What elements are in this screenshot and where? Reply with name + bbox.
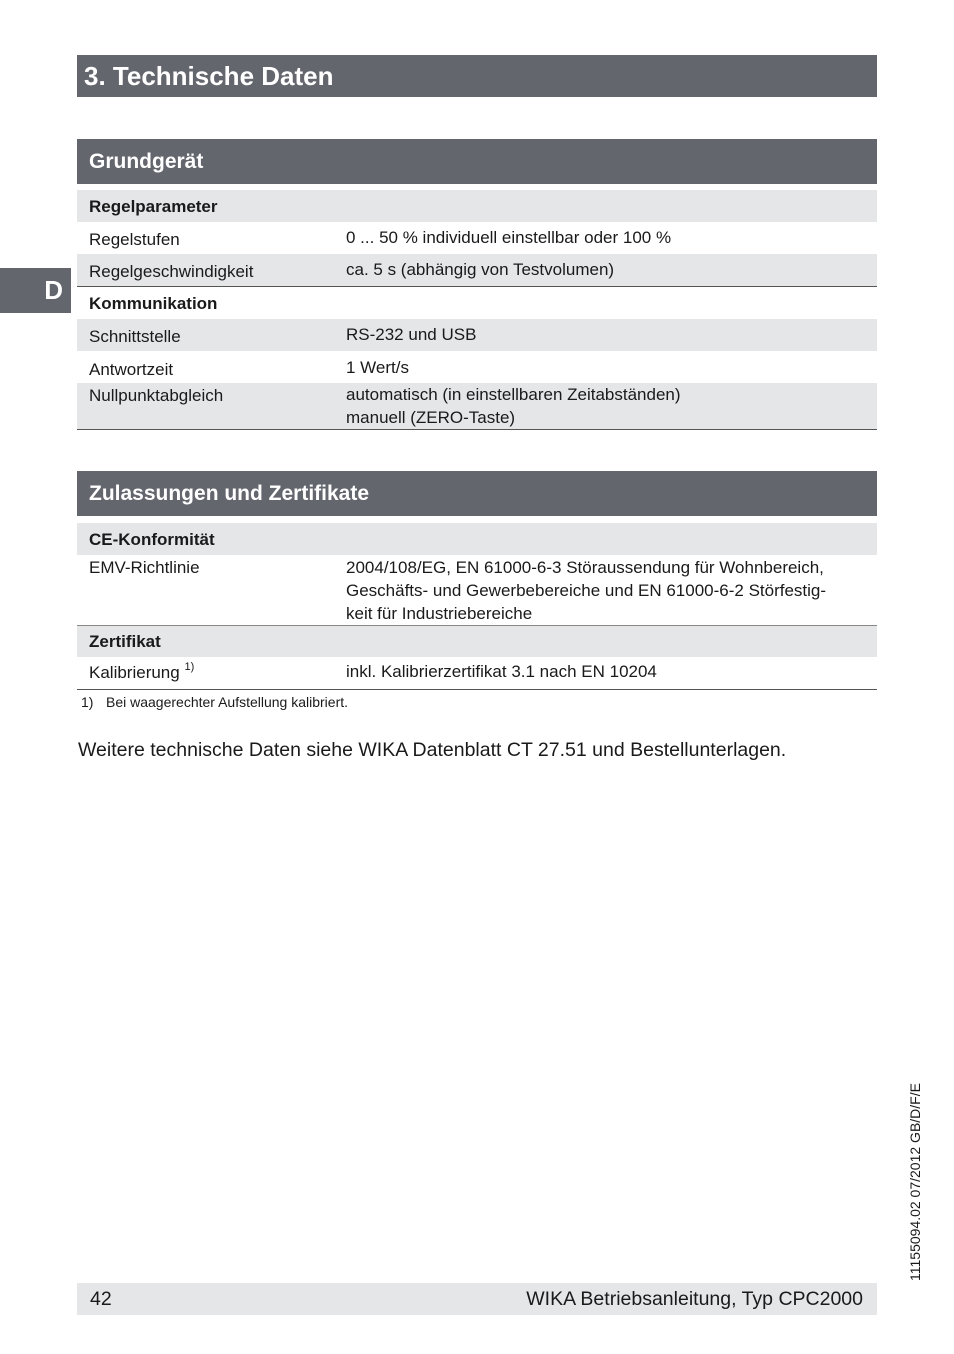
row-label: Regelstufen: [89, 230, 180, 249]
table-row: [77, 383, 877, 430]
row-label: Schnittstelle: [89, 327, 181, 346]
row-label-text: Kalibrierung: [89, 663, 180, 682]
table-zulassungen: [77, 523, 877, 690]
table-row: [77, 523, 877, 555]
language-tab: D: [0, 268, 71, 313]
row-value-line: automatisch (in einstellbaren Zeitabständen): [346, 385, 681, 404]
table-row: [77, 319, 877, 351]
row-value-line: keit für Industriebereiche: [346, 604, 533, 623]
row-value: [346, 556, 867, 625]
row-label: [89, 663, 194, 683]
footnote-number: 1): [81, 694, 94, 710]
row-value: [346, 383, 867, 429]
section-title-grundgeraet: Grundgerät: [77, 139, 877, 184]
footnote-marker: 1): [184, 661, 195, 673]
row-value-line: Geschäfts- und Gewerbebereiche und EN 61000-6-2 Störfestig-: [346, 581, 827, 600]
page-number: 42: [90, 1288, 112, 1310]
table-grundgeraet: [77, 190, 877, 430]
document-code: 11155094.02 07/2012 GB/D/F/E: [907, 1083, 923, 1281]
section-title-zulassungen: Zulassungen und Zertifikate: [77, 471, 877, 516]
row-value: 0 ... 50 % individuell einstellbar oder 100 %: [346, 228, 672, 247]
page-footer: [77, 1283, 877, 1315]
row-value-line: manuell (ZERO-Taste): [346, 408, 516, 427]
row-label: Regelgeschwindigkeit: [89, 262, 254, 281]
footnote: [81, 694, 348, 710]
row-value-line: 2004/108/EG, EN 61000-6-3 Störaussendung für Wohnbereich,: [346, 558, 824, 577]
table-row: [77, 657, 877, 690]
row-value: 1 Wert/s: [346, 358, 409, 377]
group-heading: Kommunikation: [89, 294, 218, 313]
row-value: inkl. Kalibrierzertifikat 3.1 nach EN 10204: [346, 662, 657, 681]
chapter-title: 3. Technische Daten: [77, 55, 877, 97]
row-label: Nullpunktabgleich: [89, 386, 224, 405]
table-row: [77, 254, 877, 287]
group-heading: Zertifikat: [89, 632, 161, 651]
row-label: EMV-Richtlinie: [89, 558, 200, 577]
table-row: [77, 287, 877, 319]
table-row: [77, 351, 877, 383]
additional-info-text: Weitere technische Daten siehe WIKA Datenblatt CT 27.51 und Bestellunterlagen.: [78, 739, 787, 761]
footer-document-title: WIKA Betriebsanleitung, Typ CPC2000: [526, 1288, 863, 1310]
group-heading: Regelparameter: [89, 197, 218, 216]
footnote-text: Bei waagerechter Aufstellung kalibriert.: [106, 694, 349, 710]
table-row: [77, 222, 877, 254]
table-row: [77, 190, 877, 222]
row-label: Antwortzeit: [89, 360, 174, 379]
table-row: [77, 555, 877, 625]
row-value: RS-232 und USB: [346, 325, 477, 344]
table-row: [77, 625, 877, 657]
row-value: ca. 5 s (abhängig von Testvolumen): [346, 260, 615, 279]
group-heading: CE-Konformität: [89, 530, 215, 549]
